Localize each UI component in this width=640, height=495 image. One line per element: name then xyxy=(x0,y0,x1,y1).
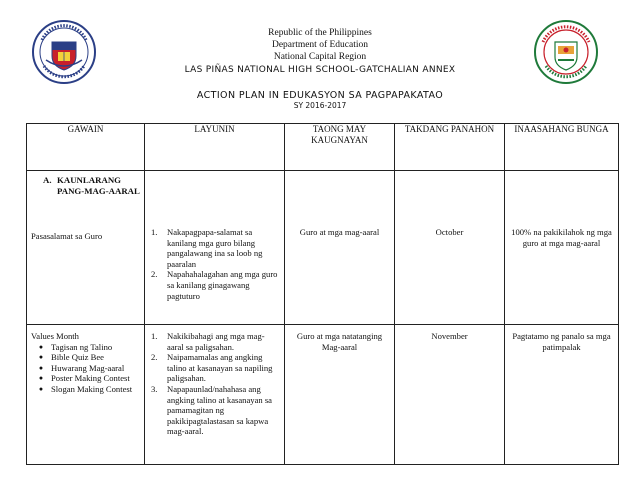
header-takdang-panahon: TAKDANG PANAHON xyxy=(395,124,505,171)
list-item: 1. Nakikibahagi ang mga mag-aaral sa paligsahan. xyxy=(151,331,265,352)
panahon-cell: November xyxy=(395,325,505,465)
bunga-cell: 100% na pakikilahok ng mga guro at mga mag-aaral xyxy=(505,171,619,325)
list-item: ● Slogan Making Contest xyxy=(38,383,133,394)
header-layunin: LAYUNIN xyxy=(145,124,285,171)
republic-line: Republic of the Philippines xyxy=(268,28,372,38)
school-seal-logo xyxy=(32,20,96,84)
bunga-cell: Pagtatamo ng panalo sa mga patimpalak xyxy=(505,325,619,465)
list-item: ● Huwarang Mag-aaral xyxy=(38,362,125,373)
panahon-cell: October xyxy=(395,171,505,325)
department-line: Department of Education xyxy=(271,40,369,50)
layunin-cell xyxy=(145,171,285,325)
list-item: ● Poster Making Contest xyxy=(38,373,130,384)
division-seal-logo xyxy=(534,20,598,84)
school-name: LAS PIÑAS NATIONAL HIGH SCHOOL-GATCHALIAN ANNEX xyxy=(184,65,456,75)
layunin-cell xyxy=(145,325,285,465)
school-year: SY 2016-2017 xyxy=(293,101,347,110)
section-title: A. KAUNLARANG PANG-MAG-AARAL xyxy=(43,175,140,196)
gawain-cell xyxy=(27,325,145,465)
list-item: 2. Napahahalagahan ang mga guro sa kanilang ginagawang pagtuturo xyxy=(151,269,278,301)
list-item: 3. Napapaunlad/nahahasa ang angking talino at kasanayan sa pamamagitan ng pakikipagtalastasan sa kapwa mag-aaral. xyxy=(151,383,273,437)
document-header xyxy=(140,27,500,76)
plan-title: ACTION PLAN IN EDUKASYON SA PAGPAPAKATAO xyxy=(196,90,444,101)
header-inaasahang-bunga: INAASAHANG BUNGA xyxy=(505,124,619,171)
list-item: 2. Naipamamalas ang angking talino at kasanayan sa napiling paligsahan. xyxy=(151,352,273,384)
taong-cell: Guro at mga natatanging Mag-aaral xyxy=(285,325,395,465)
header-gawain: GAWAIN xyxy=(27,124,145,171)
table-row xyxy=(27,171,619,325)
gawain-text: Pasasalamat sa Guro xyxy=(31,231,103,241)
header-taong-may-kaugnayan: TAONG MAY KAUGNAYAN xyxy=(285,124,395,171)
region-line: National Capital Region xyxy=(273,52,367,62)
action-plan-table xyxy=(26,123,619,465)
taong-cell: Guro at mga mag-aaral xyxy=(285,171,395,325)
table-row xyxy=(27,325,619,465)
table-header-row xyxy=(27,124,619,171)
list-item: ● Bible Quiz Bee xyxy=(38,352,104,363)
list-item: ● Tagisan ng Talino xyxy=(38,341,113,352)
gawain-cell xyxy=(27,171,145,325)
list-item: 1. Nakapagpapa-salamat sa kanilang mga guro bilang pangalawang ina sa loob ng paaralan xyxy=(151,227,263,269)
gawain-text: Values Month xyxy=(31,331,79,341)
